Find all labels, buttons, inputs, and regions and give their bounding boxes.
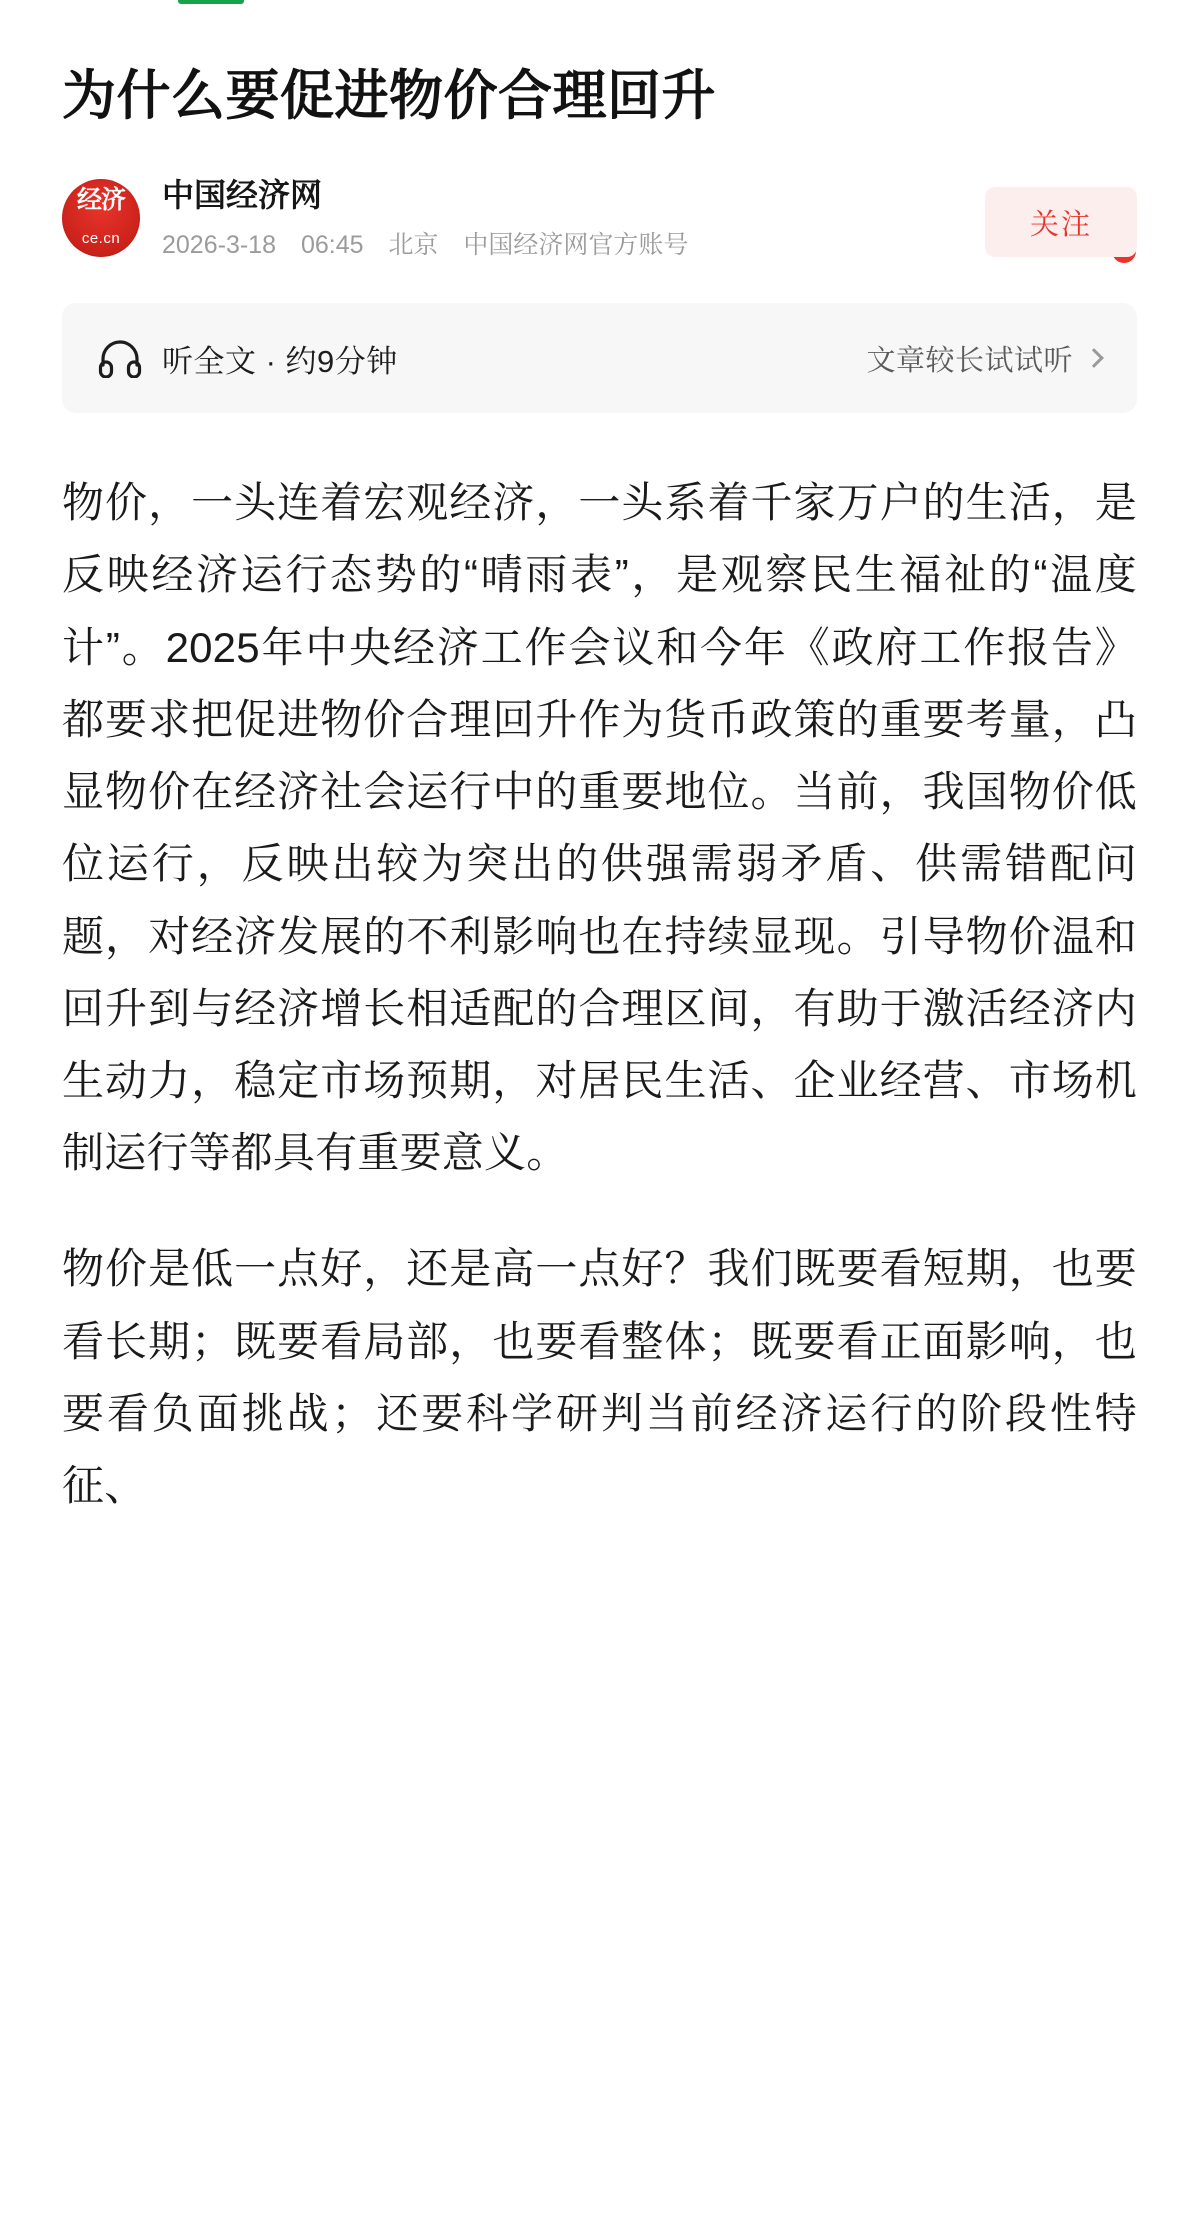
avatar-bottom-text: ce.cn [81, 230, 121, 248]
article-body [62, 467, 1137, 1562]
avatar-top-text: 经济 [76, 187, 125, 215]
follow-button[interactable]: 关注 [985, 187, 1137, 257]
article-content [0, 62, 1199, 1562]
article-paragraph: 物价是低一点好，还是高一点好？我们既要看短期，也要看长期；既要看局部，也要看整体；既要看正面影响，也要看负面挑战；还要科学研判当前经济运行的阶段性特征、 [62, 1245, 1137, 1510]
listen-article-bar[interactable] [62, 303, 1137, 413]
avatar[interactable] [62, 179, 140, 257]
listen-label: 听全文 · 约9分钟 [162, 343, 398, 379]
meta-location: 北京 [388, 230, 439, 259]
listen-left-group [98, 336, 398, 381]
article-paragraph: 物价，一头连着宏观经济，一头系着千家万户的生活，是反映经济运行态势的“晴雨表”，是观察民生福祉的“温度计”。2025年中央经济工作会议和今年《政府工作报告》都要求把促进物价合理回升作为货币政策的重要考量，凸显物价在经济社会运行中的重要地位。当前，我国物价低位运行，反映出较为突出的供强需弱矛盾、供需错配问题，对经济发展的不利影响也在持续显现。引导物价温和回升到与经济增长相适配的合理区间，有助于激活经济内生动力，稳定市场预期，对居民生活、企业经营、市场机制运行等都具有重要意义。 [62, 479, 1137, 1177]
byline [62, 173, 1137, 265]
meta-account: 中国经济网官方账号 [463, 230, 689, 259]
meta-date: 2026-3-18 [162, 230, 276, 259]
listen-hint-label: 文章较长试试听 [866, 344, 1073, 377]
chevron-right-icon [1084, 348, 1104, 368]
meta-time: 06:45 [300, 230, 364, 259]
source-name[interactable]: 中国经济网 [162, 177, 323, 214]
top-partial-element [0, 0, 1199, 10]
listen-right-group[interactable] [866, 338, 1101, 379]
green-tab-sliver [178, 0, 244, 4]
headphones-icon [98, 338, 142, 378]
page-title: 为什么要促进物价合理回升 [62, 66, 716, 126]
